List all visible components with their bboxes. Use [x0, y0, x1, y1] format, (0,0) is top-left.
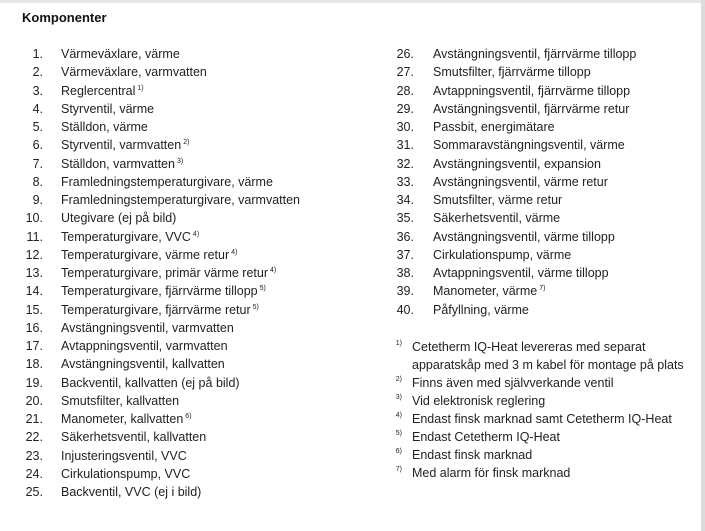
list-item — [392, 173, 702, 191]
item-number: 10. — [25, 211, 43, 226]
item-label — [61, 82, 144, 100]
item-number: 16. — [25, 320, 43, 335]
item-text: Passbit, energimätare — [433, 120, 555, 134]
item-text: Ställdon, värme — [61, 120, 148, 134]
footnote — [392, 464, 692, 482]
footnote-text: Vid elektronisk reglering — [412, 394, 546, 408]
item-number: 31. — [396, 138, 414, 153]
list-item — [0, 483, 380, 501]
list-item — [0, 301, 380, 319]
item-number: 14. — [25, 284, 43, 299]
footnote-mark: 2) — [395, 376, 402, 383]
footnote-ref: 1) — [137, 84, 144, 92]
footnote-text: Endast finsk marknad — [412, 448, 533, 462]
list-item — [0, 191, 380, 209]
item-label — [61, 191, 300, 209]
list-item — [0, 374, 380, 392]
item-text: Avtappningsventil, varmvatten — [61, 339, 228, 353]
item-text: Värmeväxlare, varmvatten — [61, 65, 207, 80]
list-item — [0, 355, 380, 373]
list-item — [392, 228, 702, 246]
list-item — [392, 118, 702, 136]
item-label — [61, 100, 154, 118]
item-text: Cirkulationspump, VVC — [61, 466, 191, 481]
item-text: Avstängningsventil, kallvatten — [61, 357, 225, 372]
item-label — [61, 45, 180, 63]
item-number: 9. — [32, 193, 43, 207]
item-text: Styrventil, varmvatten — [61, 138, 182, 153]
item-label — [433, 264, 609, 282]
item-number: 30. — [396, 120, 414, 134]
item-text: Temperaturgivare, värme retur — [61, 247, 230, 262]
item-number: 25. — [25, 485, 43, 499]
footnote — [392, 410, 692, 428]
list-item — [392, 136, 702, 154]
item-number: 13. — [25, 266, 43, 280]
item-label — [61, 173, 273, 191]
item-number: 8. — [32, 174, 43, 189]
list-item — [0, 118, 380, 136]
footnotes — [392, 338, 692, 482]
item-label — [433, 118, 555, 136]
item-number: 7. — [32, 156, 43, 171]
item-text: Framledningstemperaturgivare, varmvatten — [61, 193, 300, 207]
footnote-mark: 5) — [395, 430, 402, 437]
item-label — [61, 63, 207, 81]
item-number: 5. — [32, 120, 43, 134]
list-item — [0, 173, 380, 191]
footnote — [392, 338, 692, 374]
item-label — [433, 246, 571, 264]
item-label — [433, 209, 560, 227]
item-label — [433, 173, 608, 191]
item-number: 18. — [25, 357, 43, 372]
top-border — [0, 0, 705, 3]
item-number: 29. — [396, 101, 414, 116]
item-label — [433, 100, 629, 118]
item-number: 11. — [26, 229, 43, 244]
item-label — [61, 447, 187, 465]
list-item — [0, 264, 380, 282]
footnote — [392, 446, 692, 464]
item-text: Avstängningsventil, värme retur — [433, 174, 608, 189]
footnote-mark: 1) — [395, 340, 402, 347]
item-text: Avstängningsventil, fjärrvärme tillopp — [433, 47, 637, 61]
item-number: 26. — [396, 47, 414, 61]
item-text: Temperaturgivare, primär värme retur — [61, 266, 269, 280]
footnote-ref: 3) — [176, 157, 184, 165]
item-label — [61, 410, 192, 428]
footnote-text: Endast Cetetherm IQ-Heat — [412, 430, 560, 444]
item-text: Påfyllning, värme — [433, 302, 529, 317]
item-label — [433, 228, 615, 246]
item-label — [433, 136, 625, 154]
item-text: Temperaturgivare, fjärrvärme retur — [61, 302, 251, 317]
item-number: 19. — [25, 375, 43, 390]
item-label — [61, 428, 206, 446]
footnote-ref: 2) — [183, 139, 190, 147]
item-text: Avstängningsventil, varmvatten — [61, 320, 234, 335]
component-list-right — [392, 45, 702, 319]
item-number: 32. — [396, 156, 414, 171]
item-label — [433, 82, 630, 100]
list-item — [0, 136, 380, 154]
item-text: Utegivare (ej på bild) — [61, 211, 177, 226]
item-label — [61, 355, 225, 373]
item-label — [433, 301, 529, 319]
item-label — [433, 63, 591, 81]
item-number: 15. — [25, 302, 43, 317]
list-item — [0, 410, 380, 428]
item-label — [433, 155, 601, 173]
footnote-mark: 3) — [395, 394, 402, 401]
list-item — [392, 63, 702, 81]
item-number: 33. — [396, 174, 414, 189]
item-number: 37. — [396, 247, 414, 262]
component-list-left — [0, 45, 380, 501]
footnote-ref: 6) — [185, 413, 192, 420]
list-item — [0, 45, 380, 63]
item-text: Avstängningsventil, fjärrvärme retur — [433, 101, 630, 116]
item-text: Cirkulationspump, värme — [433, 247, 572, 262]
list-item — [0, 228, 380, 246]
list-item — [392, 45, 702, 63]
item-number: 3. — [32, 83, 43, 98]
item-label — [61, 465, 190, 483]
footnote-ref: 7) — [539, 285, 546, 293]
item-label — [433, 45, 636, 63]
item-text: Temperaturgivare, fjärrvärme tillopp — [61, 284, 258, 299]
item-label — [61, 483, 201, 501]
list-item — [392, 82, 702, 100]
list-item — [392, 209, 702, 227]
item-text: Säkerhetsventil, värme — [433, 211, 561, 226]
page-title: Komponenter — [22, 10, 107, 25]
item-text: Framledningstemperaturgivare, värme — [61, 174, 273, 189]
item-number: 21. — [25, 412, 43, 426]
item-text: Avstängningsventil, värme tillopp — [433, 229, 615, 244]
item-number: 12. — [25, 247, 43, 262]
list-item — [0, 100, 380, 118]
item-text: Manometer, värme — [433, 284, 538, 299]
list-item — [0, 428, 380, 446]
item-text: Temperaturgivare, VVC — [61, 229, 191, 244]
footnote — [392, 374, 692, 392]
footnote-mark: 7) — [395, 466, 402, 473]
item-number: 2. — [32, 65, 43, 80]
footnote-ref: 4) — [231, 248, 238, 256]
item-number: 22. — [25, 430, 43, 445]
item-number: 34. — [396, 193, 414, 207]
list-item — [0, 209, 380, 227]
item-text: Värmeväxlare, värme — [61, 47, 180, 61]
item-text: Backventil, VVC (ej i bild) — [61, 485, 202, 499]
item-label — [61, 374, 240, 392]
list-item — [392, 282, 702, 300]
list-item — [0, 465, 380, 483]
list-item — [0, 246, 380, 264]
item-number: 35. — [396, 211, 414, 226]
item-number: 23. — [25, 448, 43, 463]
item-number: 40. — [396, 302, 414, 317]
item-text: Reglercentral — [61, 83, 136, 98]
item-label — [433, 191, 562, 209]
list-item — [0, 392, 380, 410]
item-text: Styrventil, värme — [61, 101, 155, 116]
item-number: 4. — [32, 101, 43, 116]
footnote — [392, 428, 692, 446]
item-number: 1. — [32, 47, 43, 61]
item-text: Ställdon, varmvatten — [61, 156, 175, 171]
footnote-text: Cetetherm IQ-Heat levereras med separat apparatskåp med 3 m kabel för montage på plats — [412, 340, 684, 372]
item-text: Avtappningsventil, fjärrvärme tillopp — [433, 83, 631, 98]
item-label — [61, 282, 266, 300]
item-label — [433, 282, 545, 300]
list-item — [0, 337, 380, 355]
footnote-ref: 5) — [252, 303, 259, 311]
item-text: Manometer, kallvatten — [61, 412, 184, 426]
footnote-mark: 4) — [395, 412, 402, 419]
footnote-text: Finns även med självverkande ventil — [412, 376, 614, 390]
list-item — [0, 282, 380, 300]
list-item — [0, 319, 380, 337]
list-item — [0, 82, 380, 100]
item-number: 39. — [396, 284, 414, 299]
list-item — [392, 264, 702, 282]
item-number: 24. — [25, 466, 43, 481]
item-text: Smutsfilter, kallvatten — [61, 393, 180, 408]
list-item — [392, 191, 702, 209]
item-label — [61, 209, 176, 227]
item-label — [61, 155, 183, 173]
footnote-text: Endast finsk marknad samt Cetetherm IQ-Heat — [412, 412, 672, 426]
footnote-ref: 5) — [259, 285, 266, 293]
footnote-text: Med alarm för finsk marknad — [412, 466, 571, 480]
item-label — [61, 301, 259, 319]
item-label — [61, 319, 234, 337]
footnote-mark: 6) — [395, 448, 402, 455]
list-item — [0, 155, 380, 173]
item-number: 20. — [25, 393, 43, 408]
footnote-ref: 4) — [270, 267, 277, 274]
item-text: Säkerhetsventil, kallvatten — [61, 430, 207, 445]
list-item — [0, 447, 380, 465]
item-label — [61, 246, 237, 264]
list-item — [392, 155, 702, 173]
list-item — [392, 246, 702, 264]
item-number: 28. — [396, 83, 414, 98]
item-text: Backventil, kallvatten (ej på bild) — [61, 375, 240, 390]
item-text: Smutsfilter, värme retur — [433, 193, 563, 207]
list-item — [0, 63, 380, 81]
item-label — [61, 264, 276, 282]
item-number: 6. — [32, 138, 43, 153]
item-number: 17. — [25, 339, 43, 353]
item-text: Injusteringsventil, VVC — [61, 448, 187, 463]
item-number: 27. — [396, 65, 414, 80]
item-label — [61, 118, 148, 136]
list-item — [392, 301, 702, 319]
item-text: Avstängningsventil, expansion — [433, 156, 601, 171]
footnote — [392, 392, 692, 410]
item-label — [61, 392, 179, 410]
item-number: 36. — [396, 229, 414, 244]
footnote-ref: 4) — [192, 230, 200, 238]
item-label — [61, 337, 228, 355]
item-text: Avtappningsventil, värme tillopp — [433, 266, 609, 280]
list-item — [392, 100, 702, 118]
item-text: Sommaravstängningsventil, värme — [433, 138, 625, 153]
item-text: Smutsfilter, fjärrvärme tillopp — [433, 65, 591, 80]
item-label — [61, 228, 199, 246]
item-label — [61, 136, 189, 154]
item-number: 38. — [396, 266, 414, 280]
